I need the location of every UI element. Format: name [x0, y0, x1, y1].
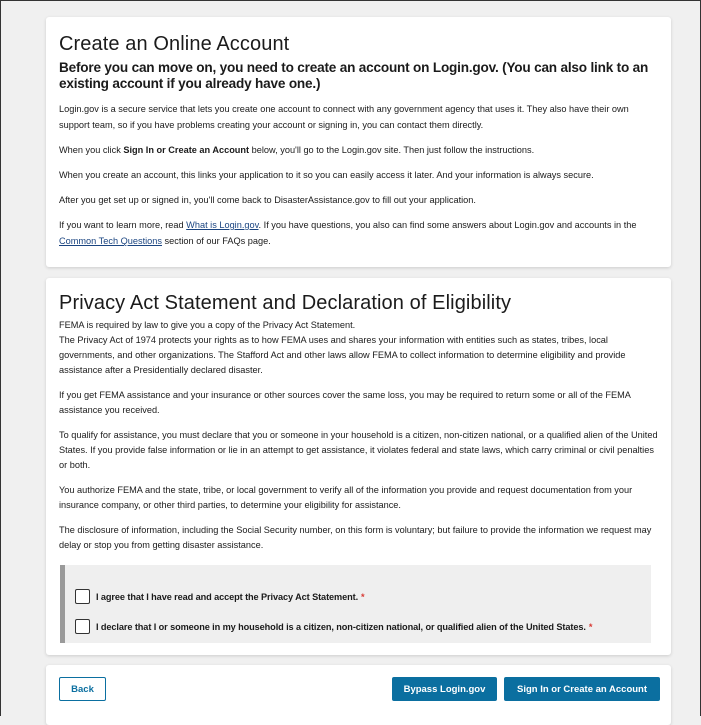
text: section of our FAQs page. — [161, 236, 271, 246]
page-title: Create an Online Account — [59, 33, 290, 55]
privacy-disclosure: The disclosure of information, including the Social Security number, on this form is voluntary; but failure to provide the information we request may delay or stop you from getting disaster assistance. — [59, 525, 652, 550]
what-is-logingov-link[interactable]: What is Login.gov — [186, 220, 259, 230]
required-marker: * — [588, 621, 593, 632]
actions-bar — [46, 665, 671, 725]
learn-more — [59, 217, 658, 249]
privacy-qualify: To qualify for assistance, you must declare that you or someone in your household is a citizen, non-citizen national, or a qualified alien of the United States. If you provide false information or lie in an attempt to get assistance, it violates federal and state laws, which carry criminal or civil penalties or both. — [59, 430, 658, 470]
bold-text: Sign In or Create an Account — [123, 145, 250, 155]
loginGov-description: Login.gov is a secure service that lets you create one account to connect with any government agency that uses it. They also have their own support team, so if you have problems creating your account or signing in, you can contact them directly. — [59, 104, 629, 130]
privacy-insurance: If you get FEMA assistance and your insurance or other sources cover the same loss, you may be required to return some or all of the FEMA assistance you received. — [59, 390, 631, 415]
privacy-title: Privacy Act Statement and Declaration of Eligibility — [59, 292, 512, 314]
text: below, you'll go to the Login.gov site. Then just follow the instructions. — [249, 145, 535, 155]
checkbox-label: I declare that I or someone in my household is a citizen, non-citizen national, or qualified alien of the United States. — [96, 621, 586, 632]
checkbox-label: I agree that I have read and accept the Privacy Act Statement. — [96, 591, 359, 602]
account-subtitle: Before you can move on, you need to create an account on Login.gov. (You can also link to an existing account if you already have one.) — [59, 60, 649, 91]
privacy-intro — [59, 318, 658, 378]
privacy-authorize: You authorize FEMA and the state, tribe, or local government to verify all of the information you provide and request documentation from your insurance company, or other third parties, to determine your eligibility for assistance. — [59, 485, 633, 510]
declaration-panel — [60, 565, 651, 643]
privacy-accept-checkbox[interactable] — [75, 589, 365, 604]
required-marker: * — [361, 591, 365, 602]
text: When you click — [59, 145, 124, 155]
return-info: After you get set up or signed in, you'll come back to DisasterAssistance.gov to fill out your application. — [59, 195, 476, 205]
privacy-card — [46, 278, 671, 655]
checkbox[interactable] — [75, 589, 90, 604]
text: . If you have questions, you also can find some answers about Login.gov and accounts in the — [258, 220, 637, 230]
signin-instructions — [59, 142, 658, 158]
checkbox[interactable] — [75, 619, 90, 634]
text: The Privacy Act of 1974 protects your rights as to how FEMA uses and shares your information with entities such as states, tribes, local governments, and other organizations. The Stafford Act and other laws allow FEMA to collect information to determine eligibility and provide assistance after a Presidentially declared disaster. — [59, 335, 626, 375]
citizenship-declare-checkbox[interactable] — [75, 619, 592, 634]
back-button[interactable]: Back — [59, 677, 106, 701]
signin-create-account-button[interactable]: Sign In or Create an Account — [504, 677, 660, 701]
text: If you want to learn more, read — [59, 220, 187, 230]
create-account-card — [46, 17, 671, 267]
common-tech-questions-link[interactable]: Common Tech Questions — [59, 236, 162, 246]
text: FEMA is required by law to give you a copy of the Privacy Act Statement. — [59, 320, 356, 330]
account-link-info: When you create an account, this links your application to it so you can easily access it later. And your information is always secure. — [59, 170, 594, 180]
bypass-logingov-button[interactable]: Bypass Login.gov — [392, 677, 497, 701]
